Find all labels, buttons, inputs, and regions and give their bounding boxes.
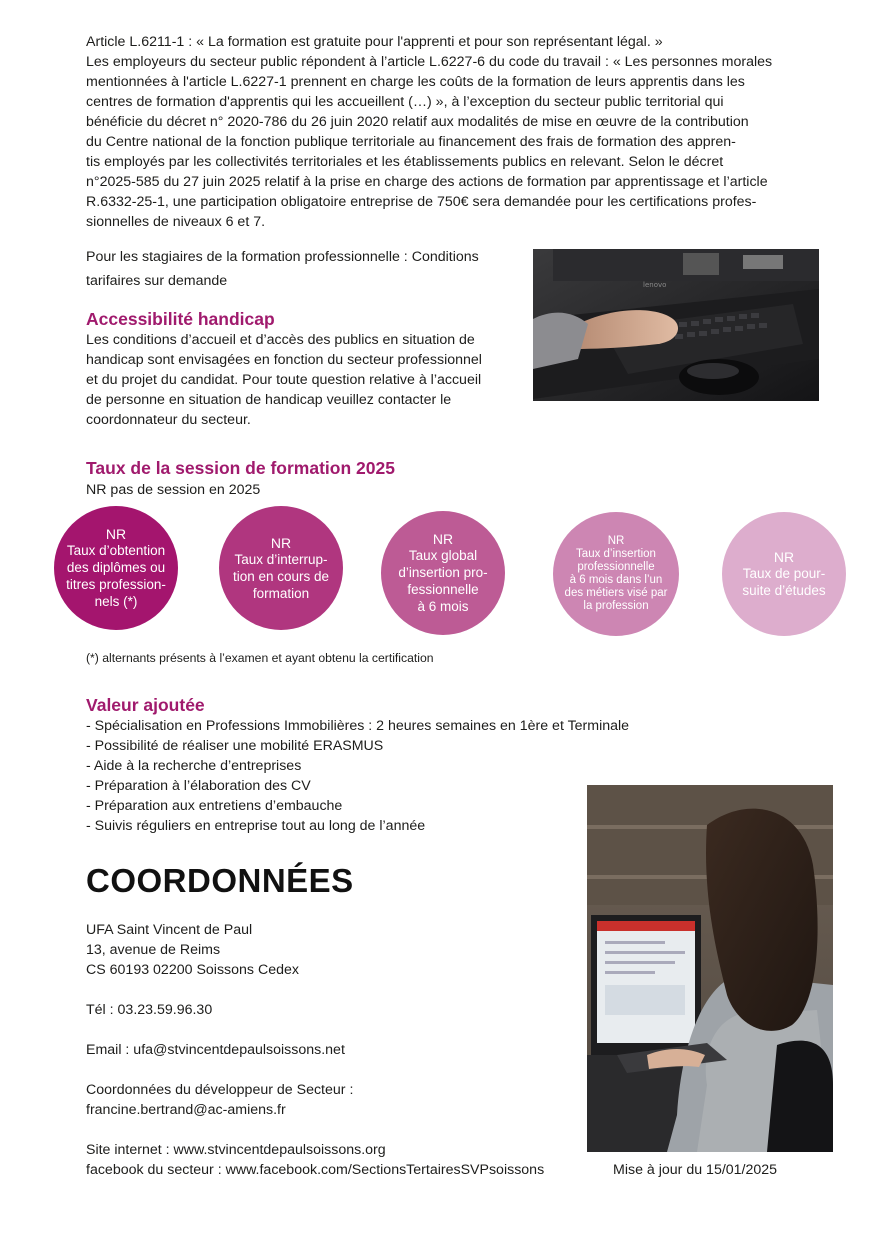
stagiaires-line: Pour les stagiaires de la formation professionnelle : Conditions [86, 249, 479, 265]
stat-label-line: fessionnelle [407, 582, 479, 597]
stat-label-line: Taux d’insertion [576, 548, 656, 560]
stat-circle-insertion-metier [553, 512, 679, 636]
accessibilite-line: Les conditions d’accueil et d’accès des publics en situation de [86, 332, 475, 348]
stat-label-line: des diplômes ou [66, 560, 166, 575]
stat-value: NR [773, 549, 795, 565]
keyboard-photo [533, 249, 819, 401]
list-item: - Préparation à l’élaboration des CV [86, 778, 311, 794]
stat-label-line: Taux d’obtention [66, 543, 166, 558]
list-item: - Suivis réguliers en entreprise tout au long de l’année [86, 818, 426, 834]
stat-value: NR [270, 534, 292, 551]
valeur-title: Valeur ajoutée [86, 695, 205, 715]
stagiaires-text [86, 245, 526, 293]
stat-label-line: suite d’études [742, 583, 826, 598]
taux-title: Taux de la session de formation 2025 [86, 458, 395, 478]
intro-line: centres de formation d'apprentis qui les accueillent (…) », à l’exception du secteur public territorial qui [86, 94, 724, 110]
accessibilite-line: handicap sont envisagées en fonction du secteur professionnel [86, 352, 482, 368]
student-photo [587, 785, 833, 1152]
city: CS 60193 02200 Soissons Cedex [86, 962, 299, 978]
stat-value: NR [432, 531, 454, 547]
developer-email-link[interactable]: francine.bertrand@ac-amiens.fr [86, 1102, 286, 1118]
monitor-brand: lenovo [643, 281, 667, 289]
intro-line: R.6332-25-1, une participation obligatoire entreprise de 750€ sera demandée pour les certifications profes- [86, 194, 757, 210]
street: 13, avenue de Reims [86, 942, 221, 958]
address-block [86, 920, 566, 980]
accessibilite-line: et du projet du candidat. Pour toute question relative à l’accueil [86, 372, 482, 388]
stat-label-line: Taux d’interrup- [234, 551, 328, 567]
stat-label-line: la profession [583, 600, 649, 612]
stat-label-line: Taux global [408, 548, 478, 563]
stat-circle-obtention [54, 506, 178, 630]
email-link[interactable]: Email : ufa@stvincentdepaulsoissons.net [86, 1042, 345, 1058]
list-item: - Possibilité de réaliser une mobilité ERASMUS [86, 738, 384, 754]
org-name: UFA Saint Vincent de Paul [86, 922, 253, 938]
website-link[interactable]: Site internet : www.stvincentdepaulsoissons.org [86, 1142, 386, 1158]
accessibilite-line: coordonnateur du secteur. [86, 412, 251, 428]
stat-label-line: d’insertion pro- [398, 565, 488, 580]
phone: Tél : 03.23.59.96.30 [86, 1002, 213, 1018]
stat-value: NR [105, 526, 127, 542]
stat-label-line: à 6 mois dans l’un [569, 574, 663, 586]
intro-line: n°2025-585 du 27 juin 2025 relatif à la prise en charge des actions de formation par apprentissage et l’article [86, 174, 768, 190]
stat-label-line: tion en cours de [232, 568, 330, 584]
accessibilite-text [86, 330, 516, 430]
stat-label-line: à 6 mois [417, 599, 469, 614]
keyboard-photo-illustration [533, 249, 819, 401]
student-photo-illustration [587, 785, 833, 1152]
intro-line: Article L.6211-1 : « La formation est gratuite pour l'apprenti et pour son représentant légal. » [86, 34, 663, 50]
taux-footnote: (*) alternants présents à l’examen et ayant obtenu la certification [86, 651, 434, 665]
coordonnees-title: COORDONNÉES [86, 862, 354, 899]
developer-label: Coordonnées du développeur de Secteur : [86, 1082, 354, 1098]
intro-line: tis employés par les collectivités territoriales et les établissements publics en relevant. Selon le décret [86, 154, 724, 170]
accessibilite-line: de personne en situation de handicap veuillez contacter le [86, 392, 452, 408]
intro-line: sionnelles de niveaux 6 et 7. [86, 214, 266, 230]
list-item: - Aide à la recherche d’entreprises [86, 758, 302, 774]
facebook-link[interactable]: facebook du secteur : www.facebook.com/SectionsTertairesSVPsoissons [86, 1162, 545, 1178]
accessibilite-title: Accessibilité handicap [86, 309, 275, 329]
stat-circle-interruption [219, 506, 343, 630]
intro-paragraph [86, 32, 846, 232]
stat-label-line: des métiers visé par [564, 587, 668, 599]
stat-label-line: nels (*) [94, 594, 138, 609]
stat-circle-poursuite [722, 512, 846, 636]
intro-line: mentionnées à l'article L.6227-1 prennent en charge les coûts de la formation de leurs apprentis dans les [86, 74, 745, 90]
developer-block [86, 1080, 353, 1120]
update-date: Mise à jour du 15/01/2025 [613, 1162, 778, 1178]
stat-value: NR [607, 535, 625, 547]
intro-line: Les employeurs du secteur public répondent à l’article L.6227-6 du code du travail : « Les personnes morales [86, 54, 773, 70]
stat-label-line: titres profession- [66, 577, 166, 592]
stagiaires-line: tarifaires sur demande [86, 273, 228, 289]
stat-label-line: Taux de pour- [742, 566, 826, 581]
stat-label-line: formation [252, 585, 310, 601]
stat-label-line: professionnelle [577, 561, 655, 573]
list-item: - Spécialisation en Professions Immobilières : 2 heures semaines en 1ère et Terminale [86, 718, 630, 734]
intro-line: du Centre national de la fonction publique territoriale au financement des frais de formation des appren- [86, 134, 736, 150]
intro-line: bénéficie du décret n° 2020-786 du 26 juin 2020 relatif aux modalités de mise en œuvre de la contribution [86, 114, 749, 130]
stat-circle-insertion-globale [381, 511, 505, 635]
list-item: - Préparation aux entretiens d’embauche [86, 798, 343, 814]
taux-subtitle: NR pas de session en 2025 [86, 482, 261, 498]
